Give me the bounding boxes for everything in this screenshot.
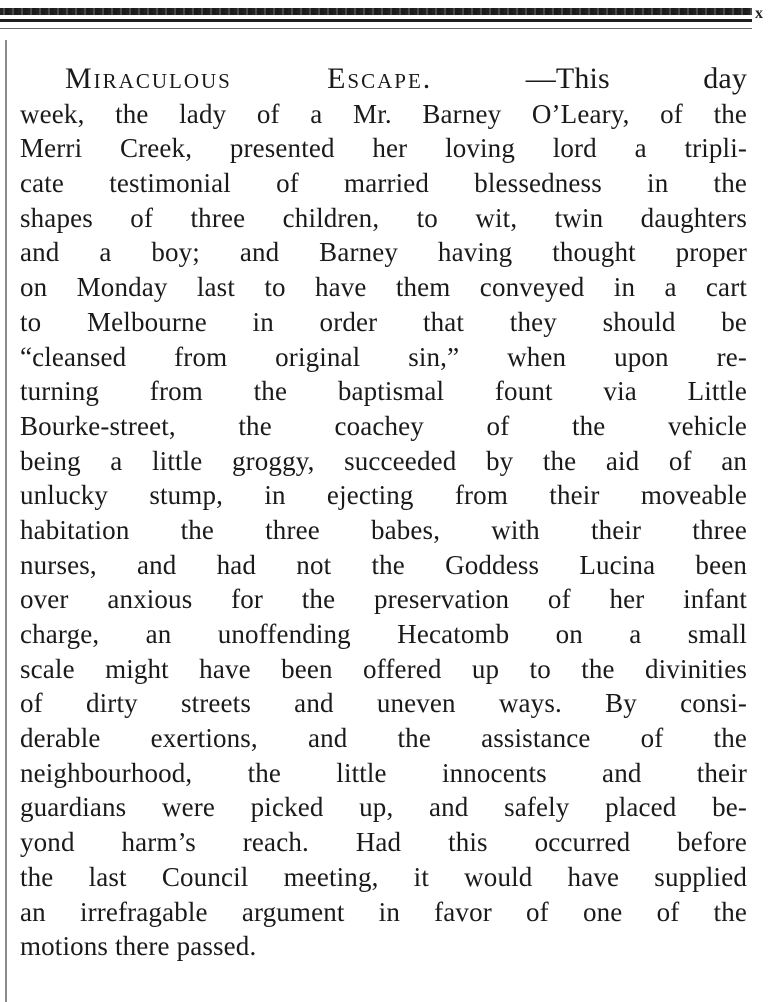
column-left-border: [5, 40, 7, 1002]
column-top-rule: [0, 0, 770, 40]
article-line: of dirty streets and uneven ways. By consi-: [20, 688, 747, 719]
article-line: yond harm’s reach. Had this occurred before: [20, 827, 747, 858]
article-line: neighbourhood, the little innocents and their: [20, 757, 747, 788]
article-headline: Miraculous Escape.: [65, 62, 433, 95]
article-line: shapes of three children, to wit, twin daughters: [20, 202, 747, 233]
hair-rule: [0, 28, 752, 29]
article-line: over anxious for the preservation of her infant: [20, 584, 747, 615]
article-line: Bourke-street, the coachey of the vehicle: [20, 410, 747, 441]
article-line: week, the lady of a Mr. Barney O’Leary, of the: [20, 98, 747, 129]
article-line: habitation the three babes, with their three: [20, 514, 747, 545]
news-article: [20, 62, 747, 964]
article-line: cate testimonial of married blessedness in the: [20, 168, 747, 199]
article-first-line: [20, 62, 747, 97]
article-line: unlucky stump, in ejecting from their moveable: [20, 480, 747, 511]
article-opening: —This day: [525, 62, 747, 95]
article-line: guardians were picked up, and safely placed be-: [20, 792, 747, 823]
article-last-line: motions there passed.: [20, 931, 257, 962]
article-line: and a boy; and Barney having thought proper: [20, 237, 747, 268]
article-line: an irrefragable argument in favor of one of the: [20, 896, 747, 927]
article-line: the last Council meeting, it would have supplied: [20, 861, 747, 892]
article-line: “cleansed from original sin,” when upon re-: [20, 341, 747, 372]
article-line: on Monday last to have them conveyed in a cart: [20, 272, 747, 303]
article-line: derable exertions, and the assistance of the: [20, 723, 747, 754]
article-line: to Melbourne in order that they should be: [20, 306, 747, 337]
article-line: being a little groggy, succeeded by the aid of an: [20, 445, 747, 476]
ornamental-rule: [0, 8, 752, 15]
article-line: scale might have been offered up to the divinities: [20, 653, 747, 684]
corner-mark: x: [755, 5, 763, 22]
article-line: charge, an unoffending Hecatomb on a small: [20, 619, 747, 649]
article-line: nurses, and had not the Goddess Lucina been: [20, 549, 747, 580]
double-rule: [0, 19, 752, 22]
article-line: turning from the baptismal fount via Little: [20, 376, 747, 407]
article-line: Merri Creek, presented her loving lord a tripli-: [20, 133, 747, 164]
